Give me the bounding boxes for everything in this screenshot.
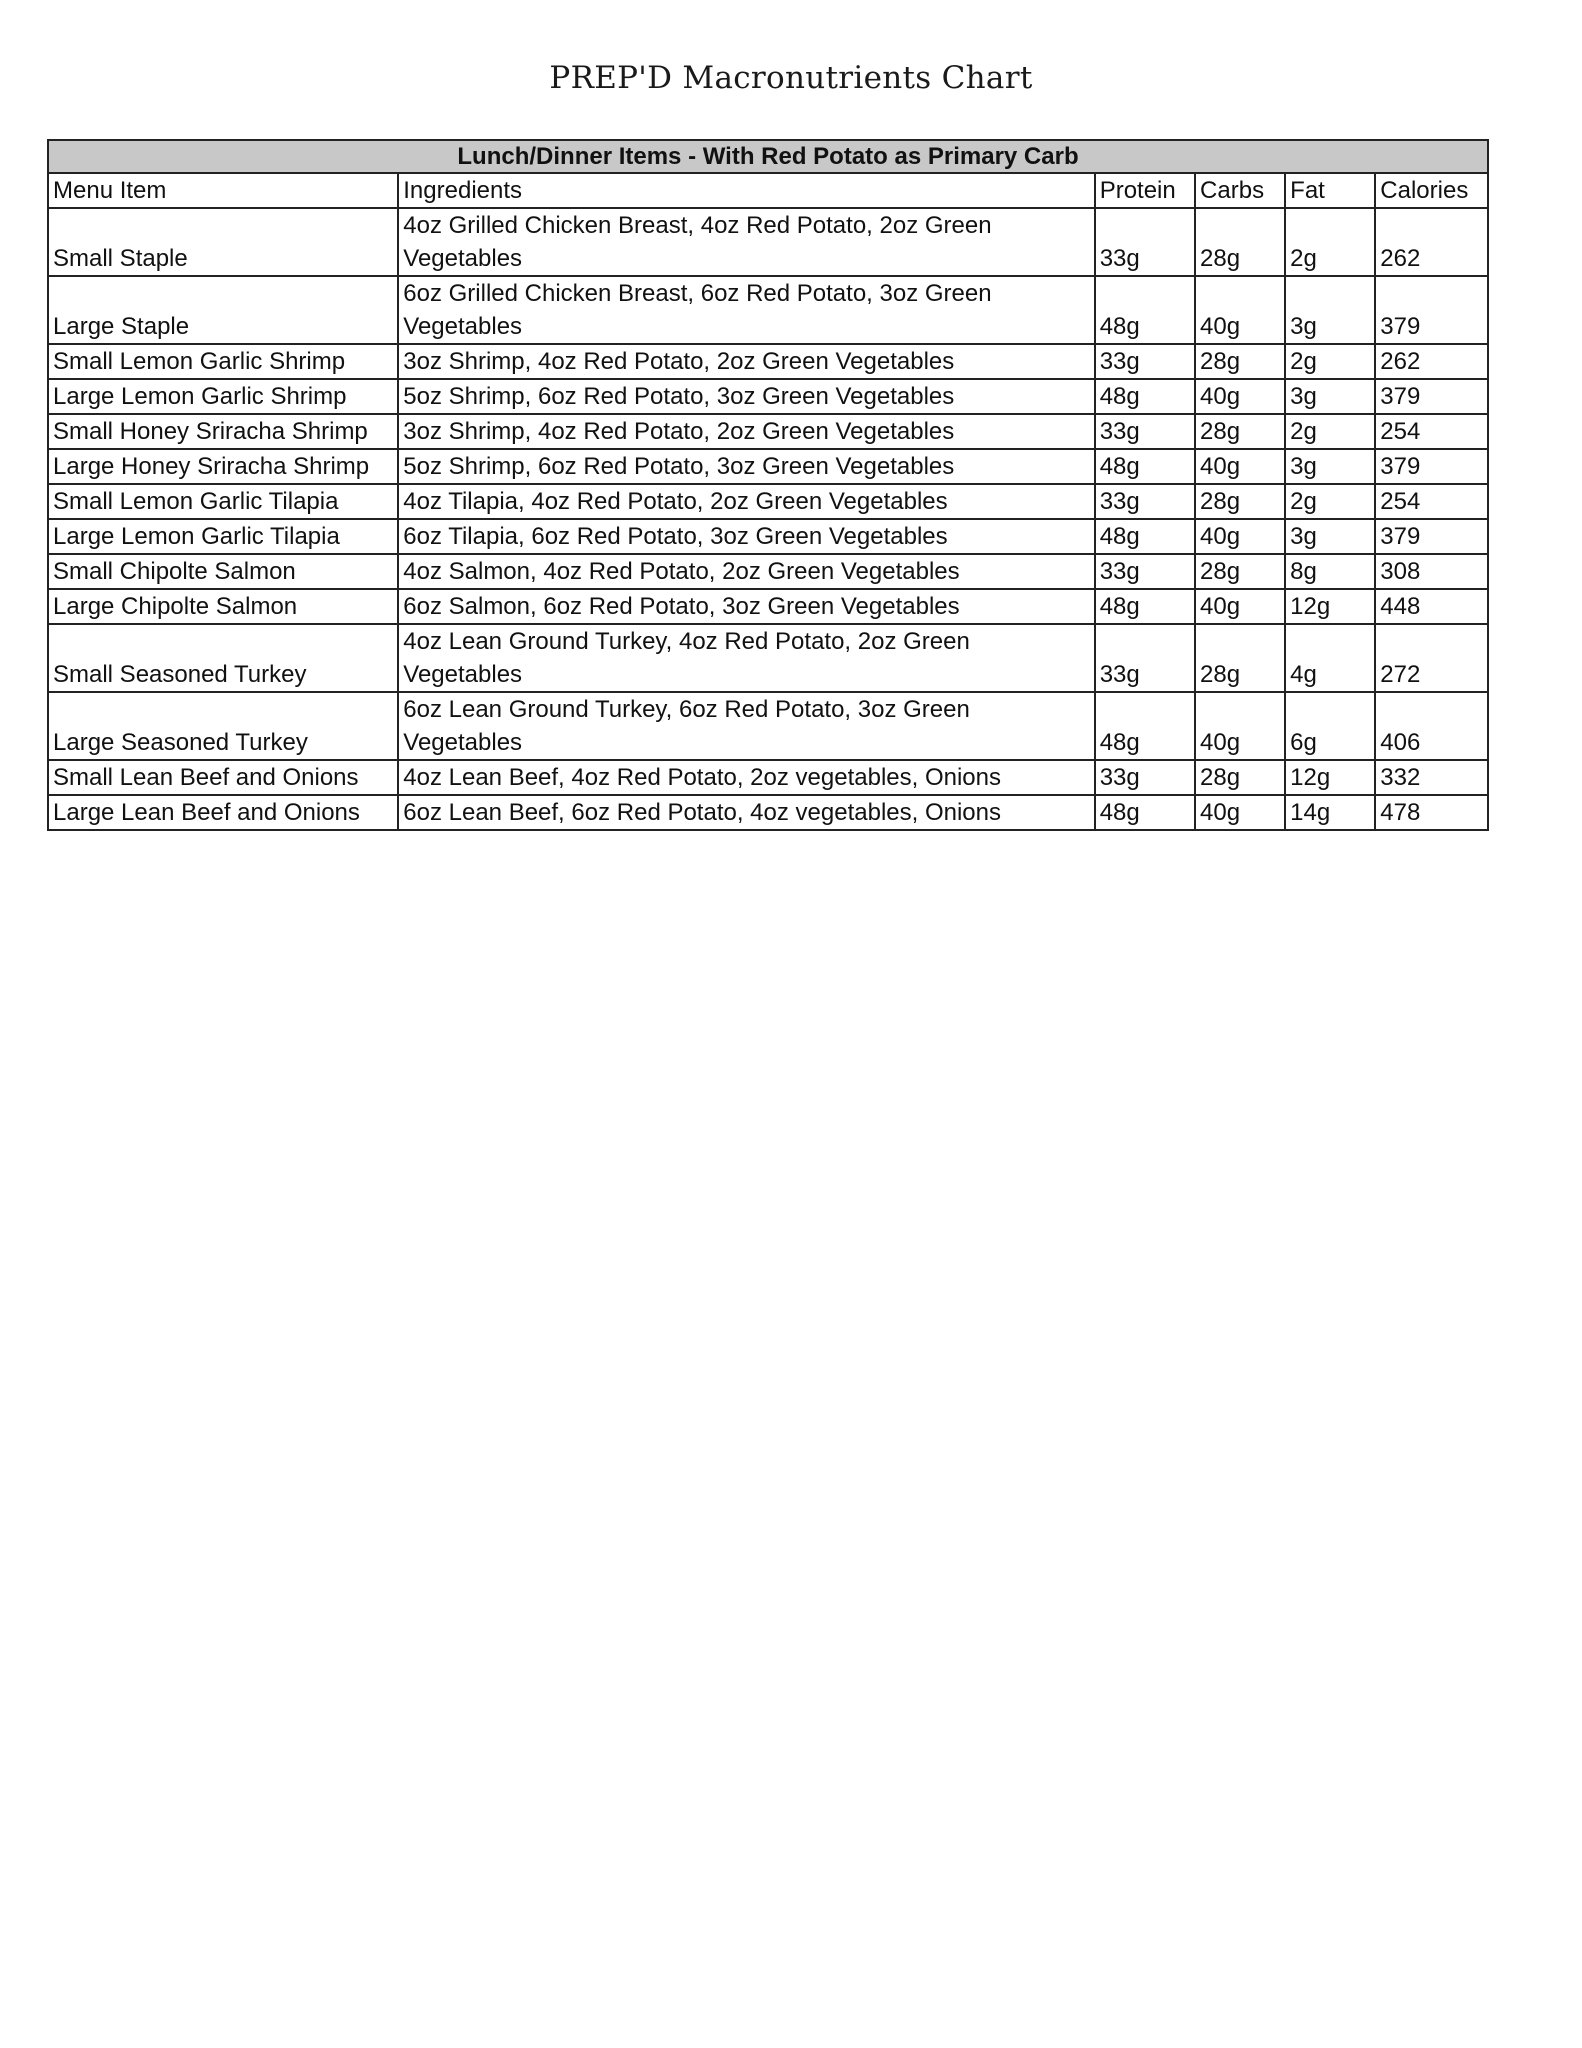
table-row	[48, 589, 1488, 624]
cell-protein: 48g	[1095, 519, 1195, 554]
cell-fat: 2g	[1285, 344, 1375, 379]
cell-fat: 3g	[1285, 276, 1375, 344]
cell-calories: 406	[1375, 692, 1488, 760]
cell-fat: 3g	[1285, 379, 1375, 414]
header-ingredients: Ingredients	[398, 173, 1094, 208]
cell-menu-item: Large Lemon Garlic Tilapia	[48, 519, 398, 554]
cell-menu-item: Large Seasoned Turkey	[48, 692, 398, 760]
cell-protein: 48g	[1095, 692, 1195, 760]
cell-protein: 33g	[1095, 484, 1195, 519]
cell-calories: 379	[1375, 449, 1488, 484]
cell-ingredients: 6oz Lean Beef, 6oz Red Potato, 4oz vegetables, Onions	[398, 795, 1094, 830]
cell-menu-item: Large Honey Sriracha Shrimp	[48, 449, 398, 484]
cell-calories: 262	[1375, 344, 1488, 379]
page-title: PREP'D Macronutrients Chart	[549, 60, 1033, 96]
cell-fat: 8g	[1285, 554, 1375, 589]
cell-fat: 2g	[1285, 484, 1375, 519]
cell-ingredients: 4oz Salmon, 4oz Red Potato, 2oz Green Vegetables	[398, 554, 1094, 589]
cell-fat: 14g	[1285, 795, 1375, 830]
cell-fat: 6g	[1285, 692, 1375, 760]
cell-carbs: 28g	[1195, 208, 1285, 276]
table-row	[48, 795, 1488, 830]
cell-carbs: 28g	[1195, 624, 1285, 692]
table-row	[48, 692, 1488, 760]
cell-calories: 478	[1375, 795, 1488, 830]
cell-carbs: 40g	[1195, 379, 1285, 414]
cell-protein: 48g	[1095, 379, 1195, 414]
cell-carbs: 40g	[1195, 276, 1285, 344]
cell-menu-item: Large Lean Beef and Onions	[48, 795, 398, 830]
cell-carbs: 28g	[1195, 760, 1285, 795]
cell-ingredients: 3oz Shrimp, 4oz Red Potato, 2oz Green Vegetables	[398, 344, 1094, 379]
cell-protein: 48g	[1095, 449, 1195, 484]
cell-calories: 254	[1375, 484, 1488, 519]
cell-protein: 48g	[1095, 795, 1195, 830]
cell-protein: 33g	[1095, 760, 1195, 795]
cell-fat: 2g	[1285, 208, 1375, 276]
table-row	[48, 414, 1488, 449]
cell-ingredients: 6oz Lean Ground Turkey, 6oz Red Potato, 3oz Green Vegetables	[398, 692, 1094, 760]
cell-ingredients: 4oz Grilled Chicken Breast, 4oz Red Potato, 2oz Green Vegetables	[398, 208, 1094, 276]
cell-calories: 262	[1375, 208, 1488, 276]
cell-ingredients: 6oz Salmon, 6oz Red Potato, 3oz Green Vegetables	[398, 589, 1094, 624]
header-protein: Protein	[1095, 173, 1195, 208]
cell-carbs: 28g	[1195, 484, 1285, 519]
cell-protein: 33g	[1095, 414, 1195, 449]
cell-ingredients: 3oz Shrimp, 4oz Red Potato, 2oz Green Vegetables	[398, 414, 1094, 449]
cell-protein: 48g	[1095, 276, 1195, 344]
cell-carbs: 40g	[1195, 449, 1285, 484]
cell-calories: 379	[1375, 276, 1488, 344]
cell-fat: 12g	[1285, 589, 1375, 624]
cell-menu-item: Large Lemon Garlic Shrimp	[48, 379, 398, 414]
header-calories: Calories	[1375, 173, 1488, 208]
cell-ingredients: 5oz Shrimp, 6oz Red Potato, 3oz Green Vegetables	[398, 449, 1094, 484]
cell-carbs: 28g	[1195, 554, 1285, 589]
cell-calories: 379	[1375, 379, 1488, 414]
cell-carbs: 40g	[1195, 589, 1285, 624]
table-row	[48, 519, 1488, 554]
cell-calories: 448	[1375, 589, 1488, 624]
cell-fat: 12g	[1285, 760, 1375, 795]
cell-ingredients: 4oz Lean Ground Turkey, 4oz Red Potato, 2oz Green Vegetables	[398, 624, 1094, 692]
table-row	[48, 449, 1488, 484]
cell-calories: 379	[1375, 519, 1488, 554]
table-row	[48, 379, 1488, 414]
cell-ingredients: 6oz Tilapia, 6oz Red Potato, 3oz Green Vegetables	[398, 519, 1094, 554]
table-header-row	[48, 173, 1488, 208]
macronutrients-table	[47, 139, 1489, 831]
table-row	[48, 208, 1488, 276]
cell-fat: 2g	[1285, 414, 1375, 449]
cell-menu-item: Large Chipolte Salmon	[48, 589, 398, 624]
cell-ingredients: 6oz Grilled Chicken Breast, 6oz Red Potato, 3oz Green Vegetables	[398, 276, 1094, 344]
cell-calories: 332	[1375, 760, 1488, 795]
cell-fat: 3g	[1285, 449, 1375, 484]
cell-carbs: 40g	[1195, 795, 1285, 830]
cell-fat: 3g	[1285, 519, 1375, 554]
cell-carbs: 40g	[1195, 692, 1285, 760]
cell-menu-item: Small Chipolte Salmon	[48, 554, 398, 589]
table-banner: Lunch/Dinner Items - With Red Potato as Primary Carb	[48, 140, 1488, 173]
cell-carbs: 28g	[1195, 414, 1285, 449]
header-menu-item: Menu Item	[48, 173, 398, 208]
cell-protein: 48g	[1095, 589, 1195, 624]
table-row	[48, 344, 1488, 379]
cell-calories: 254	[1375, 414, 1488, 449]
cell-protein: 33g	[1095, 554, 1195, 589]
table-row	[48, 760, 1488, 795]
cell-calories: 308	[1375, 554, 1488, 589]
cell-protein: 33g	[1095, 344, 1195, 379]
cell-ingredients: 4oz Lean Beef, 4oz Red Potato, 2oz vegetables, Onions	[398, 760, 1094, 795]
table-row	[48, 276, 1488, 344]
cell-menu-item: Small Lean Beef and Onions	[48, 760, 398, 795]
cell-menu-item: Small Seasoned Turkey	[48, 624, 398, 692]
cell-ingredients: 5oz Shrimp, 6oz Red Potato, 3oz Green Vegetables	[398, 379, 1094, 414]
header-carbs: Carbs	[1195, 173, 1285, 208]
table-row	[48, 484, 1488, 519]
cell-ingredients: 4oz Tilapia, 4oz Red Potato, 2oz Green Vegetables	[398, 484, 1094, 519]
cell-menu-item: Small Staple	[48, 208, 398, 276]
cell-menu-item: Small Lemon Garlic Shrimp	[48, 344, 398, 379]
cell-menu-item: Large Staple	[48, 276, 398, 344]
cell-calories: 272	[1375, 624, 1488, 692]
header-fat: Fat	[1285, 173, 1375, 208]
cell-fat: 4g	[1285, 624, 1375, 692]
cell-protein: 33g	[1095, 208, 1195, 276]
cell-carbs: 28g	[1195, 344, 1285, 379]
cell-carbs: 40g	[1195, 519, 1285, 554]
cell-protein: 33g	[1095, 624, 1195, 692]
table-row	[48, 554, 1488, 589]
cell-menu-item: Small Lemon Garlic Tilapia	[48, 484, 398, 519]
table-row	[48, 624, 1488, 692]
cell-menu-item: Small Honey Sriracha Shrimp	[48, 414, 398, 449]
